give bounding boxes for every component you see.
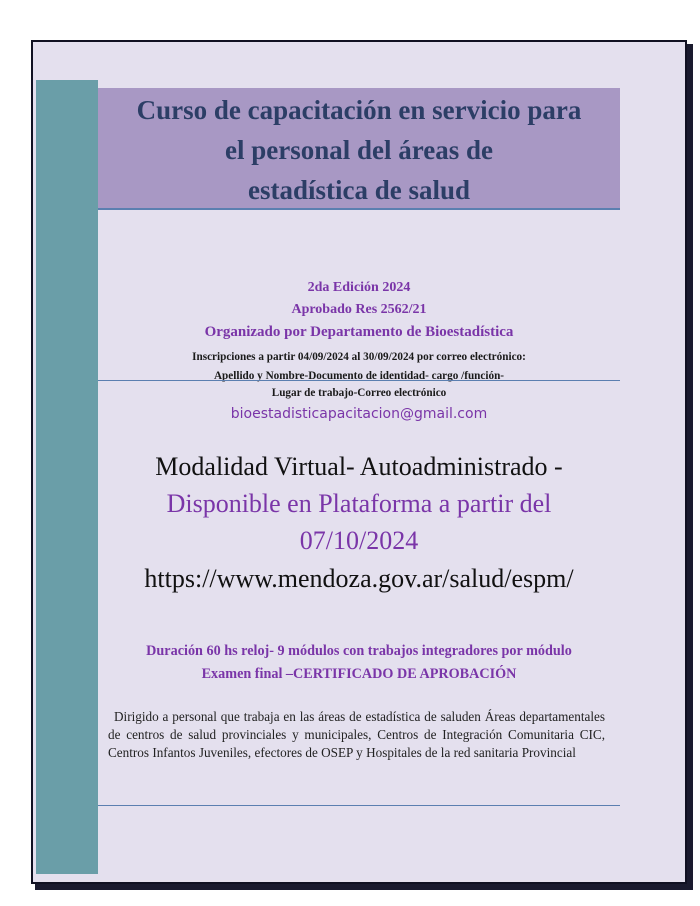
modality-text: Modalidad Virtual- Autoadministrado -	[155, 452, 563, 481]
title-line-2: el personal del áreas de	[225, 135, 493, 165]
requirements-block	[98, 384, 620, 403]
modality-block	[98, 448, 620, 597]
approval-text: Aprobado Res 2562/21	[291, 302, 427, 317]
title-line-3: estadística de salud	[247, 175, 471, 205]
duration-text: Duración 60 hs reloj- 9 módulos con trabajos integradores por módulo	[146, 643, 572, 659]
organizer-text: Organizado por Departamento de Bioestadística	[204, 324, 514, 340]
availability-date: 07/10/2024	[299, 526, 419, 555]
title-line-1: Curso de capacitación en servicio para	[136, 95, 582, 125]
requirements-line-1: Apellido y Nombre-Documento de identidad- cargo /función-	[213, 370, 505, 382]
requirements-line-2: Lugar de trabajo-Correo electrónico	[271, 387, 447, 399]
duration-block	[98, 640, 620, 686]
contact-email[interactable]: bioestadisticapacitacion@gmail.com	[230, 406, 488, 422]
divider-line-1	[98, 380, 620, 381]
audience-description: Dirigido a personal que trabaja en las áreas de estadística de saluden Áreas departamentales de centros de salud provinciales y municipales, Centros de Integración Comunitaria CIC, Centros Infantos Juveniles, efectores de OSEP y Hospitales de la red sanitaria Provincial	[108, 709, 605, 760]
edition-text: 2da Edición 2024	[307, 280, 411, 295]
final-exam-text: Examen final –CERTIFICADO DE APROBACIÓN	[201, 666, 517, 682]
availability-text: Disponible en Plataforma a partir del	[166, 489, 552, 518]
course-title	[98, 88, 620, 210]
info-block	[98, 277, 620, 343]
registration-text: Inscripciones a partir 04/09/2024 al 30/09/2024 por correo electrónico:	[192, 351, 526, 363]
side-accent-bar	[36, 80, 98, 874]
divider-line-2	[98, 805, 620, 806]
platform-url[interactable]: https://www.mendoza.gov.ar/salud/espm/	[144, 564, 574, 593]
